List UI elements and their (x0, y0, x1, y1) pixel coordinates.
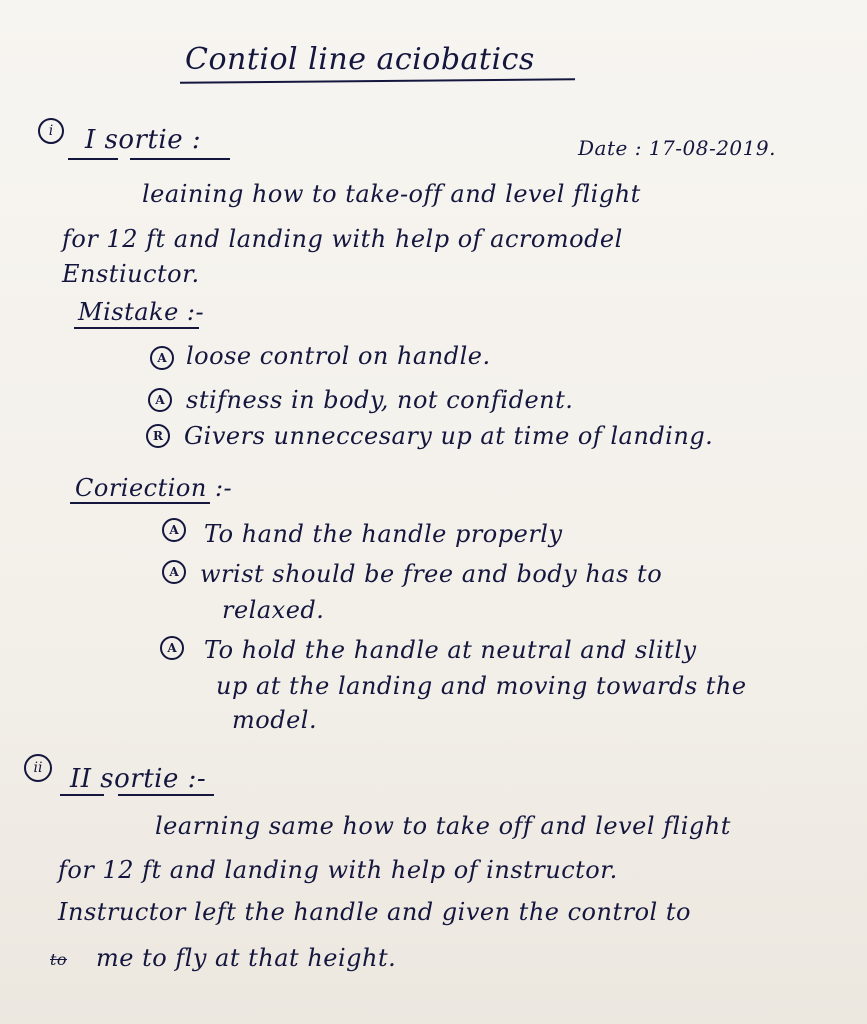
mistake-item-1: loose control on handle. (186, 342, 491, 370)
section2-para-line-2: for 12 ft and landing with help of instructor. (58, 856, 618, 884)
correction-bullet-1: A (162, 518, 186, 542)
section1-date: Date : 17-08-2019. (578, 136, 776, 160)
correction-item-1-line-1: To hand the handle properly (204, 520, 563, 548)
correction-heading-underline (70, 502, 210, 504)
title-underline (180, 78, 575, 83)
section1-para-line-1: leaining how to take-off and level flight (142, 180, 641, 208)
mistake-heading-underline (74, 327, 199, 329)
correction-item-3-line-2: up at the landing and moving towards the (216, 672, 747, 700)
section1-para-line-2: for 12 ft and landing with help of acromodel (62, 225, 623, 253)
section-marker-2: ii (24, 754, 52, 782)
section2-para-line-4: me to fly at that height. (96, 944, 397, 972)
mistake-bullet-1: A (150, 346, 174, 370)
section1-heading: I sortie : (85, 125, 202, 155)
correction-bullet-3: A (160, 636, 184, 660)
page-title: Contiol line aciobatics (185, 42, 535, 77)
section2-underline-a (60, 794, 104, 796)
mistake-bullet-3: R (146, 424, 170, 448)
section2-heading: II sortie :- (70, 764, 207, 794)
mistake-bullet-2: A (148, 388, 172, 412)
correction-item-2-line-2: relaxed. (222, 596, 325, 624)
section-marker-1: i (38, 118, 64, 144)
mistake-item-2: stifness in body, not confident. (186, 386, 574, 414)
section1-para-line-3: Enstiuctor. (62, 260, 200, 288)
struck-word: to (50, 950, 68, 969)
mistake-item-3: Givers unneccesary up at time of landing. (184, 422, 714, 450)
section2-para-line-1: learning same how to take off and level flight (155, 812, 731, 840)
section2-para-line-3: Instructor left the handle and given the control to (58, 898, 691, 926)
correction-item-2-line-1: wrist should be free and body has to (200, 560, 663, 588)
correction-item-3-line-3: model. (232, 706, 318, 734)
section1-underline-a (68, 158, 118, 160)
correction-bullet-2: A (162, 560, 186, 584)
mistake-heading: Mistake :- (78, 298, 205, 326)
section1-underline-b (130, 158, 230, 160)
section2-underline-b (118, 794, 214, 796)
correction-heading: Coriection :- (75, 474, 233, 502)
correction-item-3-line-1: To hold the handle at neutral and slitly (204, 636, 697, 664)
